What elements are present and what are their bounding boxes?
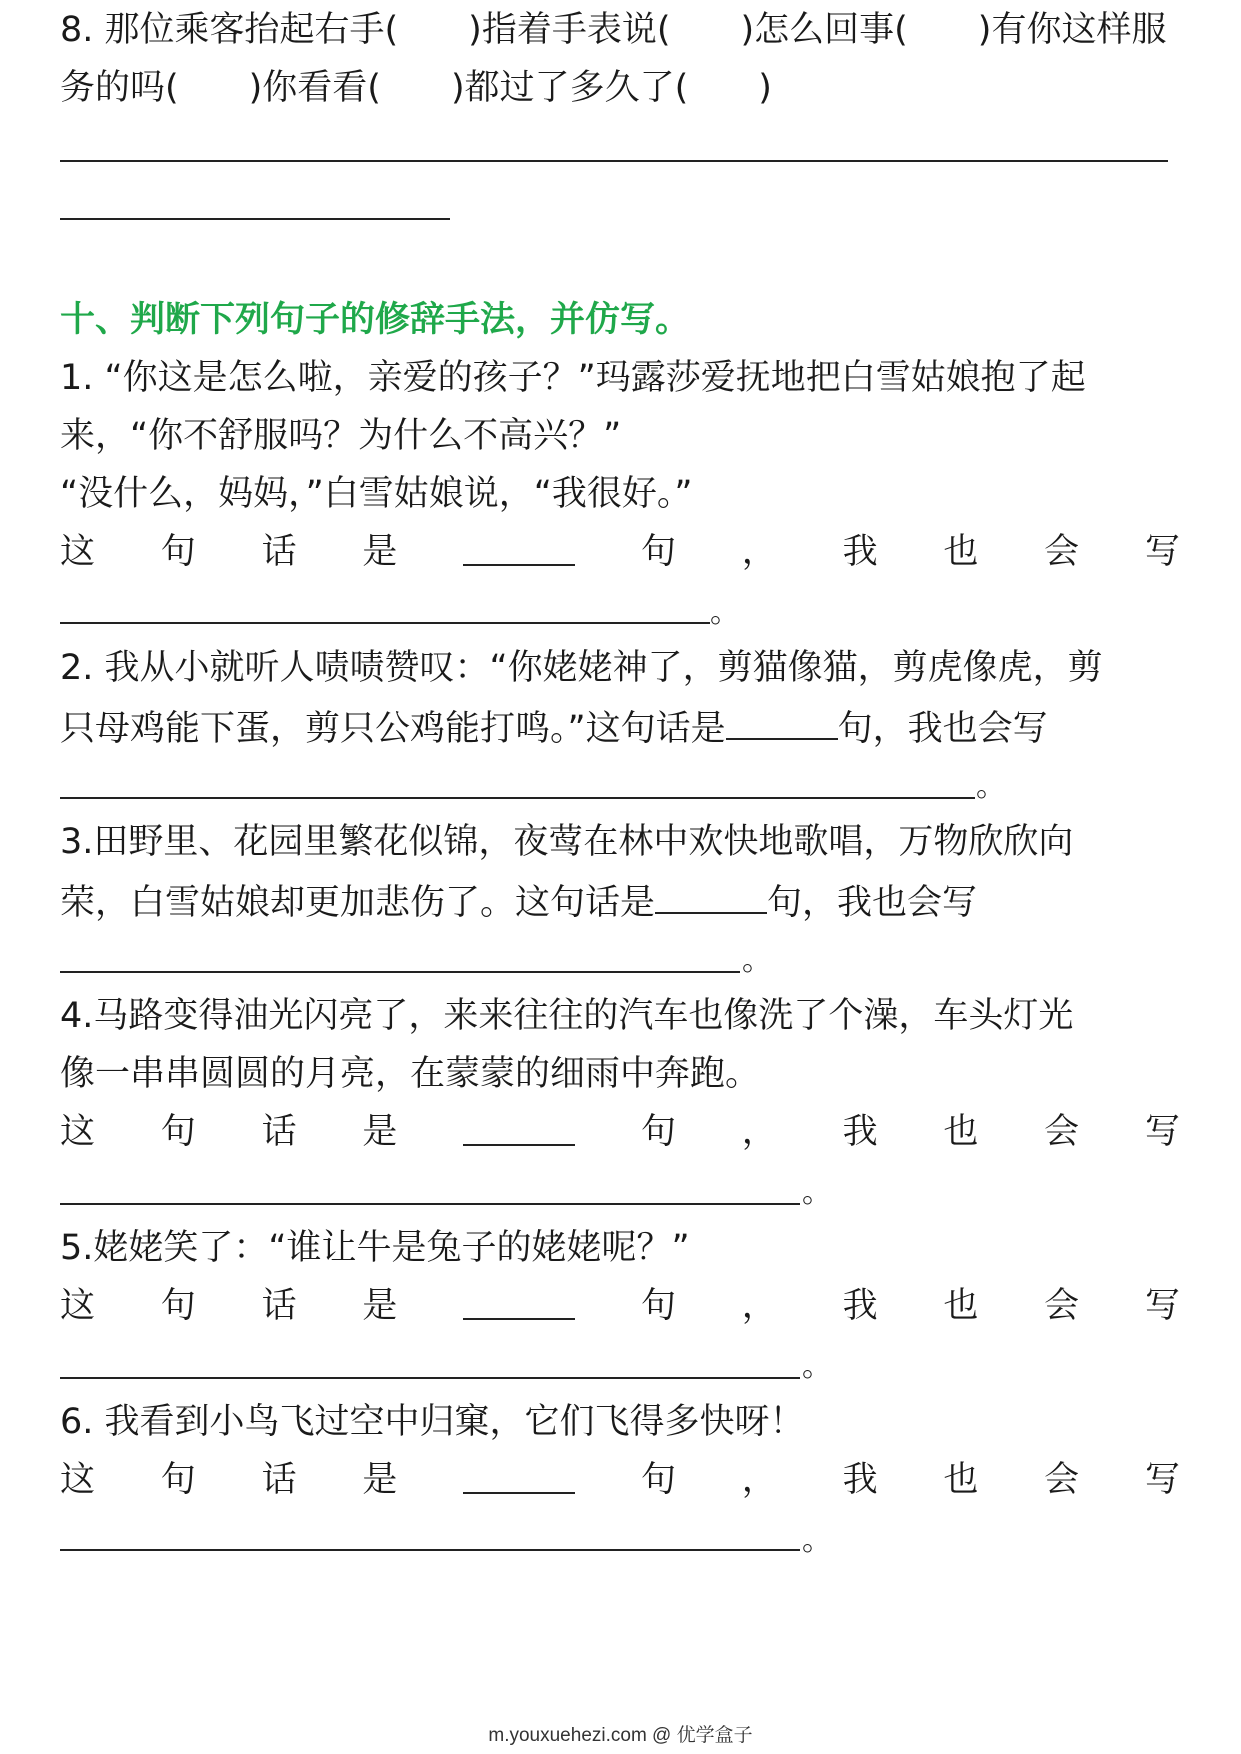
imitation-answer-line[interactable] [60,1549,800,1551]
q5-answer-prompt: 这 句 话 是 句 ， 我 也 会 写 [60,1286,1180,1326]
q6-answer-prompt: 这 句 话 是 句 ， 我 也 会 写 [60,1460,1180,1500]
q8-line-1: 8. 那位乘客抬起右手( )指着手表说( )怎么回事( )有你这样服 [60,10,1167,50]
section-heading: 十、判断下列句子的修辞手法，并仿写。 [60,300,691,340]
q4-line-1: 4.马路变得油光闪亮了，来来往往的汽车也像洗了个澡，车头灯光 [60,996,1074,1036]
q2-line-1: 2. 我从小就听人啧啧赞叹：“你姥姥神了，剪猫像猫，剪虎像虎，剪 [60,648,1103,688]
imitation-answer-line[interactable] [60,1377,800,1379]
q4-line-2: 像一串串圆圆的月亮，在蒙蒙的细雨中奔跑。 [60,1054,761,1094]
rhetoric-blank[interactable] [463,1110,575,1146]
q6-line-1: 6. 我看到小鸟飞过空中归窠，它们飞得多快呀！ [60,1402,805,1442]
q3-line-2: 荣，白雪姑娘却更加悲伤了。这句话是 句，我也会写 [60,878,1180,925]
period: 。 [976,769,1006,804]
q5-line-1: 5.姥姥笑了：“谁让牛是兔子的姥姥呢？” [60,1228,690,1268]
rhetoric-blank[interactable] [655,878,767,914]
q8-line-2: 务的吗( )你看看( )都过了多久了( ) [60,68,772,108]
q3-line-1: 3.田野里、花园里繁花似锦，夜莺在林中欢快地歌唱，万物欣欣向 [60,822,1074,862]
rhetoric-blank[interactable] [463,1458,575,1494]
answer-line[interactable] [60,160,1168,162]
period: 。 [742,943,772,978]
answer-line[interactable] [60,218,450,220]
q1-answer-prompt: 这 句 话 是 句 ， 我 也 会 写 [60,532,1180,572]
period: 。 [802,1175,832,1210]
rhetoric-blank[interactable] [463,1284,575,1320]
rhetoric-blank[interactable] [726,704,838,740]
imitation-answer-line[interactable] [60,622,710,624]
q2-line-2: 只母鸡能下蛋，剪只公鸡能打鸣。”这句话是 句，我也会写 [60,704,1180,751]
period: 。 [802,1523,832,1558]
imitation-answer-line[interactable] [60,971,740,973]
period: 。 [710,595,740,630]
period: 。 [802,1349,832,1384]
rhetoric-blank[interactable] [463,530,575,566]
imitation-answer-line[interactable] [60,1203,800,1205]
q1-line-3: “没什么，妈妈，”白雪姑娘说，“我很好。” [60,474,693,514]
q1-line-1: 1. “你这是怎么啦，亲爱的孩子？”玛露莎爱抚地把白雪姑娘抱了起 [60,358,1086,398]
footer-watermark: m.youxuehezi.com @ 优学盒子 [488,1725,753,1746]
q1-line-2: 来，“你不舒服吗？为什么不高兴？” [60,416,622,456]
q4-answer-prompt: 这 句 话 是 句 ， 我 也 会 写 [60,1112,1180,1152]
imitation-answer-line[interactable] [60,797,975,799]
